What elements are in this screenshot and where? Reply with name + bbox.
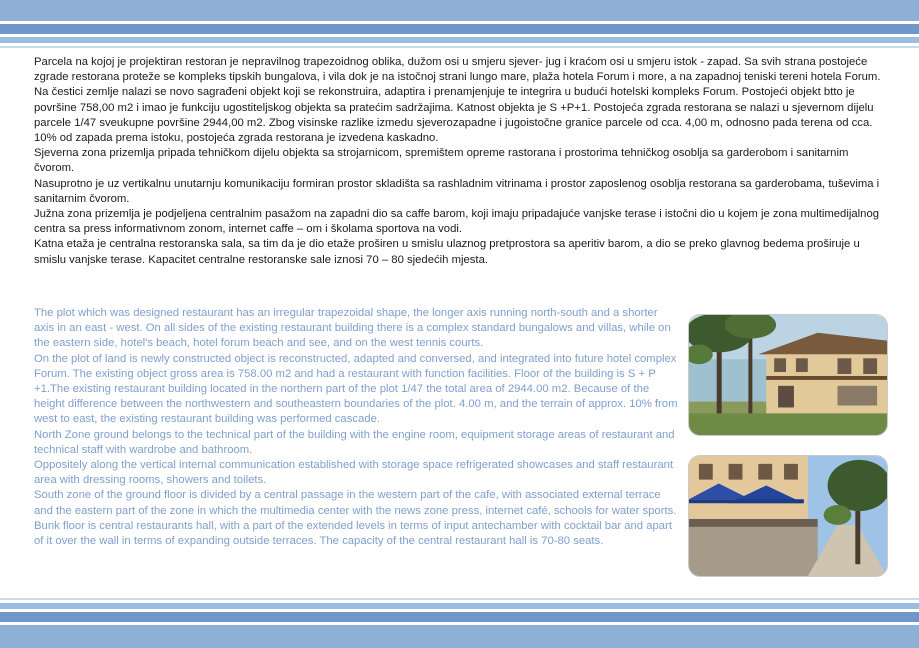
english-paragraph: South zone of the ground floor is divided by a central passage in the western part of the cafe, with associated external terrace and the eastern part of the zone in which the multimedia center with the news zone press, internet café, schools for water sports. (34, 489, 677, 517)
croatian-paragraph: Nasuprotno je uz vertikalnu unutarnju komunikaciju formiran prostor skladišta sa rashladnim vitrinama i prostor zaposlenog osoblja restorana sa garderobama, tuševima i sanitarnim čvorom. (34, 177, 880, 205)
croatian-paragraph: Katna etaža je centralna restoranska sala, sa tim da je dio etaže proširen u smislu ulaznog pretprostora sa aperitiv barom, a dio se preko glavnog bedema proširuje u smislu vanjske terase. Kapacitet centralne restoranske sale iznosi 70 – 80 sjedećih mjesta. (34, 238, 860, 266)
bottom-stripe-band (0, 598, 919, 648)
english-paragraph: North Zone ground belongs to the technical part of the building with the engine room, equipment storage areas of restaurant and technical staff with wardrobe and bathroom. (34, 428, 675, 456)
croatian-paragraph: Parcela na kojoj je projektiran restoran je nepravilnog trapezoidnog oblika, dužom osi u smjeru sjever- jug i kraćom osi u smjeru istok - zapad. Sa svih strana postojeće zgrade restorana proteže se kompleks tipskih bungalova, i vila dok je na istočnoj strani lungo mare, plaža hotela Forum i more, a na zapadnoj teniski tereni hotela Forum. (34, 56, 881, 84)
top-stripe-band (0, 0, 919, 50)
restaurant-exterior-image (689, 315, 887, 435)
english-text-block (34, 306, 678, 549)
english-paragraph: Bunk floor is central restaurants hall, with a part of the extended levels in terms of input antechamber with cocktail bar and apart of it over the wall in terms of expanding outside terraces. The capacity of the central restaurant hall is 70-80 seats. (34, 519, 672, 548)
terrace-umbrellas-photo (688, 455, 888, 577)
croatian-paragraph: Južna zona prizemlja je podjeljena centralnim pasažom na zapadni dio sa caffe barom, koji imaju pripadajuće vanjske terase i istočni dio u kojem je zona multimedijalnog centra sa press informativnom zonom, internet caffe – om i školama sportova na vodi. (34, 208, 880, 236)
croatian-paragraph: Sjeverna zona prizemlja pripada tehničkom dijelu objekta sa strojarnicom, spremištem opreme rastorana i prostorima tehničkog osoblja sa garderobom i sanitarnim čvorom. (34, 147, 849, 175)
croatian-paragraph: Na čestici zemlje nalazi se novo sagrađeni objekt koji se rekonstruira, adaptira i prenamjenjuje te integrira u budući hotelski kompleks Forum. Postojeći objekt btto je površine 758,00 m2 i imao je funkciju ugostiteljskog objekta sa pratećim sadržajima. Katnost objekta je S +P+1. Postojeća zgrada restorana se nalazi u sjevernom dijelu parcele 1/47 sveukupne površine 2944,00 m2. Zbog visinske razlike izmedu sjeverozapadne i jugoistočne granice parcele od cca. 4,00 m, odnosno pada terena od cca. 10% od zapada prema istoku, postojeća zgrada restorana je izvedena kaskadno. (34, 86, 874, 145)
restaurant-exterior-photo (688, 314, 888, 436)
terrace-umbrellas-image (689, 456, 887, 576)
english-paragraph: On the plot of land is newly constructed object is reconstructed, adapted and conversed, and integrated into future hotel complex Forum. The existing object gross area is 758.00 m2 and had a restaurant with function facilities. Floor of the building is S + P +1.The existing restaurant building located in the northern part of the plot 1/47 the total area of 2944.00 m2. Because of the height difference between the northwestern and southeastern boundaries of the plot. 4.00 m, and the terrain of approx. 10% from west to east, the existing restaurant building was performed cascade. (34, 352, 678, 426)
english-paragraph: Oppositely along the vertical internal communication established with storage space refrigerated showcases and staff restaurant area with dressing rooms, showers and toilets. (34, 459, 674, 487)
croatian-text-block (34, 55, 886, 268)
english-paragraph: The plot which was designed restaurant has an irregular trapezoidal shape, the longer axis running north-south and a shorter axis in an east - west. On all sides of the existing restaurant building there is a complex standard bungalows and villas, while on the eastern side, hotel's beach, hotel forum beach and see, and on the west tennis courts. (34, 307, 671, 350)
